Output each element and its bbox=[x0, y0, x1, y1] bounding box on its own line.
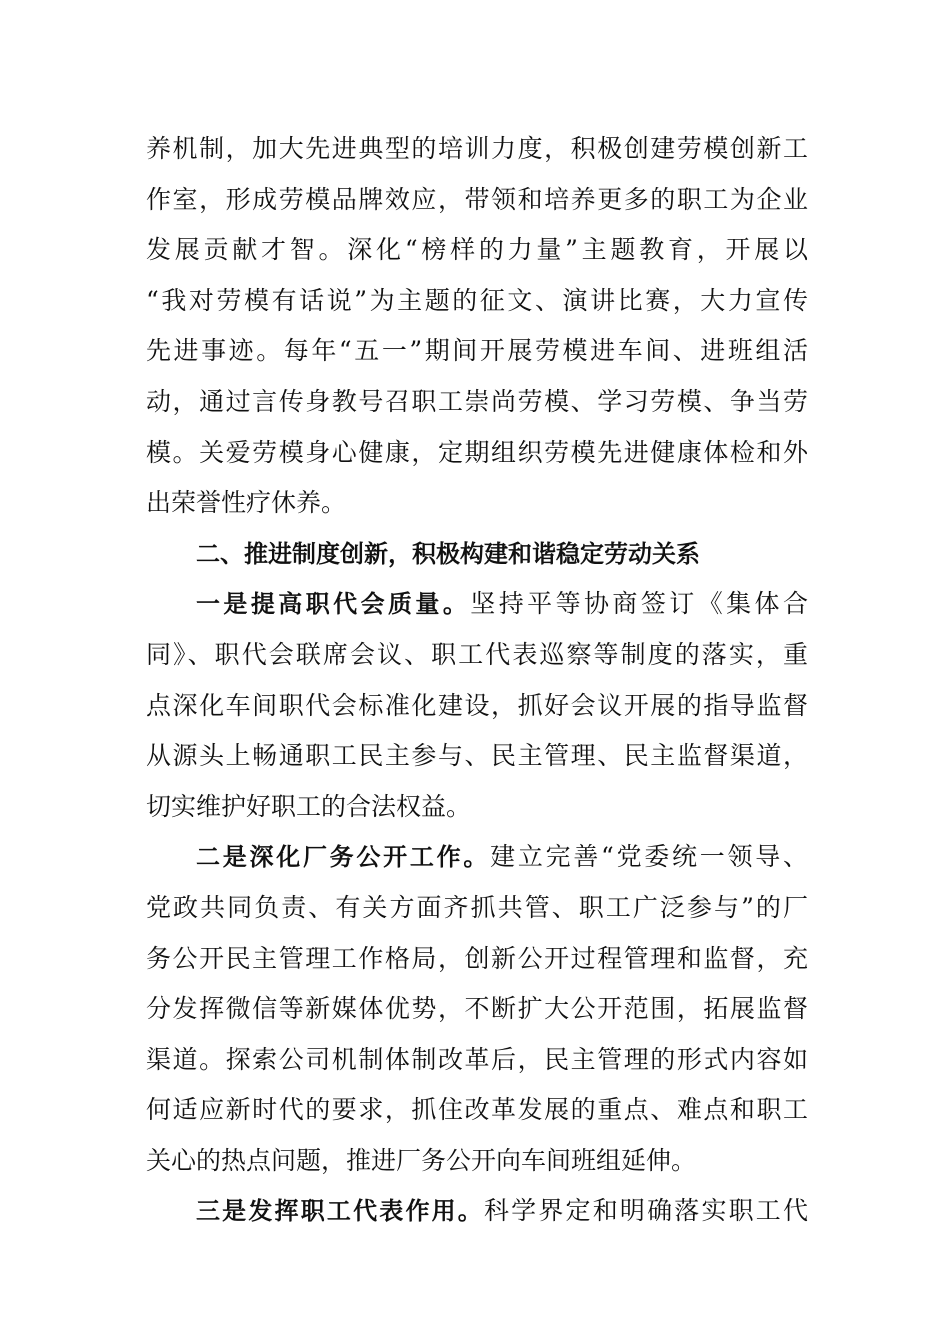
paragraph-line: 关心的热点问题，推进厂务公开向车间班组延伸。 bbox=[146, 1145, 697, 1175]
paragraph-line: 何适应新时代的要求，抓住改革发展的重点、难点和职工 bbox=[146, 1095, 808, 1125]
paragraph-line: 模。关爱劳模身心健康，定期组织劳模先进健康体检和外 bbox=[146, 437, 808, 467]
paragraph-lead: 一是提高职代会质量。 bbox=[196, 590, 471, 619]
paragraph-lead: 三是发挥职工代表作用。 bbox=[196, 1197, 484, 1226]
document-body bbox=[146, 124, 808, 1237]
paragraph-line: 务公开民主管理工作格局，创新公开过程管理和监督，充 bbox=[146, 943, 808, 973]
paragraph-text: 建立完善“党委统一领导、 bbox=[490, 842, 808, 872]
paragraph-line: 发展贡献才智。深化“榜样的力量”主题教育，开展以 bbox=[146, 235, 808, 265]
paragraph-line: 分发挥微信等新媒体优势，不断扩大公开范围，拓展监督 bbox=[146, 994, 808, 1024]
paragraph-line: 同》、职代会联席会议、职工代表巡察等制度的落实，重 bbox=[146, 639, 808, 669]
paragraph-text: 坚持平等协商签订《集体合 bbox=[470, 589, 808, 619]
paragraph-line: 从源头上畅通职工民主参与、民主管理、民主监督渠道， bbox=[146, 741, 808, 771]
paragraph-lead-line bbox=[146, 832, 808, 883]
paragraph-lead-line bbox=[146, 579, 808, 630]
paragraph-line: 动，通过言传身教号召职工崇尚劳模、学习劳模、争当劳 bbox=[146, 386, 808, 416]
paragraph-line: 养机制，加大先进典型的培训力度，积极创建劳模创新工 bbox=[146, 134, 808, 163]
section-heading: 二、推进制度创新，积极构建和谐稳定劳动关系 bbox=[196, 539, 700, 568]
paragraph-line: 党政共同负责、有关方面齐抓共管、职工广泛参与”的厂 bbox=[146, 892, 808, 922]
paragraph-line: 渠道。探索公司机制体制改革后，民主管理的形式内容如 bbox=[146, 1044, 808, 1074]
paragraph-text: 科学界定和明确落实职工代 bbox=[484, 1196, 808, 1226]
paragraph-line: 作室，形成劳模品牌效应，带领和培养更多的职工为企业 bbox=[146, 184, 808, 214]
paragraph-lead-line bbox=[146, 1186, 808, 1237]
paragraph-line: “我对劳模有话说”为主题的征文、演讲比赛，大力宣传 bbox=[146, 285, 808, 315]
paragraph-line: 先进事迹。每年“五一”期间开展劳模进车间、进班组活 bbox=[146, 336, 808, 366]
paragraph-line: 出荣誉性疗休养。 bbox=[146, 488, 347, 518]
paragraph-lead: 二是深化厂务公开工作。 bbox=[196, 843, 491, 872]
paragraph-line: 切实维护好职工的合法权益。 bbox=[146, 791, 472, 821]
paragraph-line: 点深化车间职代会标准化建设，抓好会议开展的指导监督 bbox=[146, 690, 808, 720]
